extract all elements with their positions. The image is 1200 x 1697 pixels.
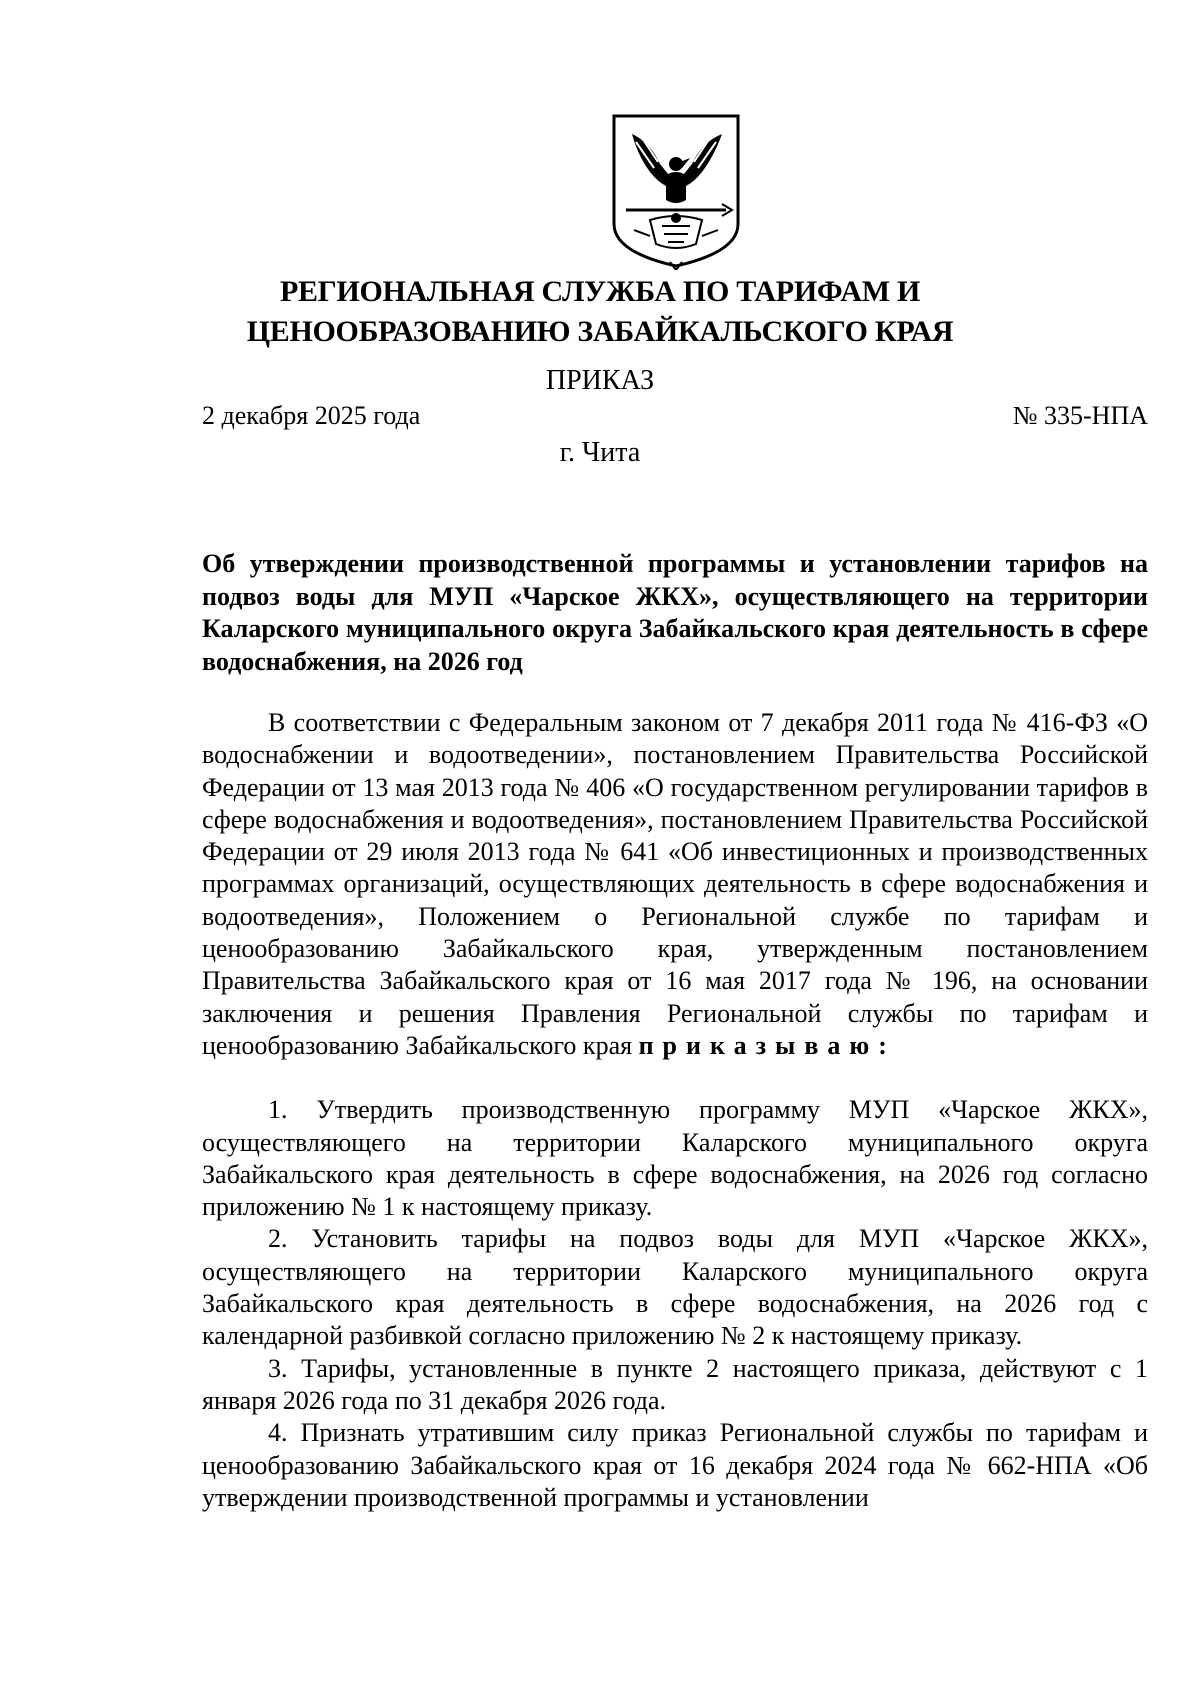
order-item-3: 3. Тарифы, установленные в пункте 2 настоящего приказа, действуют с 1 января 2026 года по 31 декабря 2026 года. [202,1353,1148,1415]
document-subject: Об утверждении производственной программы и установлении тарифов на подвоз воды для МУП «Чарское ЖКХ», осуществляющего на территории Каларского муниципального округа Забайкальского края деятельность в сфере водоснабжения, на 2026 год [202,549,1148,676]
order-item-2: 2. Установить тарифы на подвоз воды для МУП «Чарское ЖКХ», осуществляющего на территории Каларского муниципального округа Забайкальского края деятельность в сфере водоснабжения, на 2026 год с календарной разбивкой согласно приложению № 2 к настоящему приказу. [202,1224,1148,1351]
order-item-4: 4. Признать утратившим силу приказ Региональной службы по тарифам и ценообразованию Забайкальского края от 16 декабря 2024 года № 662-НПА «Об утверждении производственной программы и установлении [202,1418,1148,1512]
agency-name-line-1: РЕГИОНАЛЬНАЯ СЛУЖБА ПО ТАРИФАМ И [279,275,921,308]
order-item-1: 1. Утвердить производственную программу МУП «Чарское ЖКХ», осуществляющего на территории Каларского муниципального округа Забайкальского края деятельность в сфере водоснабжения, на 2026 год согласно приложению № 1 к настоящему приказу. [202,1095,1148,1222]
document-date: 2 декабря 2025 года [202,401,421,430]
coat-of-arms-icon [610,112,742,270]
document-body [202,707,1148,1514]
agency-name [200,272,1000,352]
document-number: № 335-НПА [1012,401,1148,430]
document-type: ПРИКАЗ [545,365,655,396]
agency-name-line-2: ЦЕНООБРАЗОВАНИЮ ЗАБАЙКАЛЬСКОГО КРАЯ [246,315,954,348]
document-meta-row [202,399,1148,433]
document-city: г. Чита [559,437,641,468]
preamble-text: В соответствии с Федеральным законом от 7 декабря 2011 года № 416-ФЗ «О водоснабжении и водоотведении», постановлением Правительства Российской Федерации от 13 мая 2013 года № 406 «О государственном регулировании тарифов в сфере водоснабжения и водоотведения», постановлением Правительства Российской Федерации от 29 июля 2013 года № 641 «Об инвестиционных и производственных программах организаций, осуществляющих деятельность в сфере водоснабжения и водоотведения», Положением о Региональной службе по тарифам и ценообразованию Забайкальского края, утвержденным постановлением Правительства Забайкальского края от 16 мая 2017 года № 196, на основании заключения и решения Правления Региональной службы по тарифам и ценообразованию Забайкальского края [202,708,1148,1060]
order-word: приказываю: [638,1030,896,1060]
preamble-paragraph [202,707,1148,1062]
